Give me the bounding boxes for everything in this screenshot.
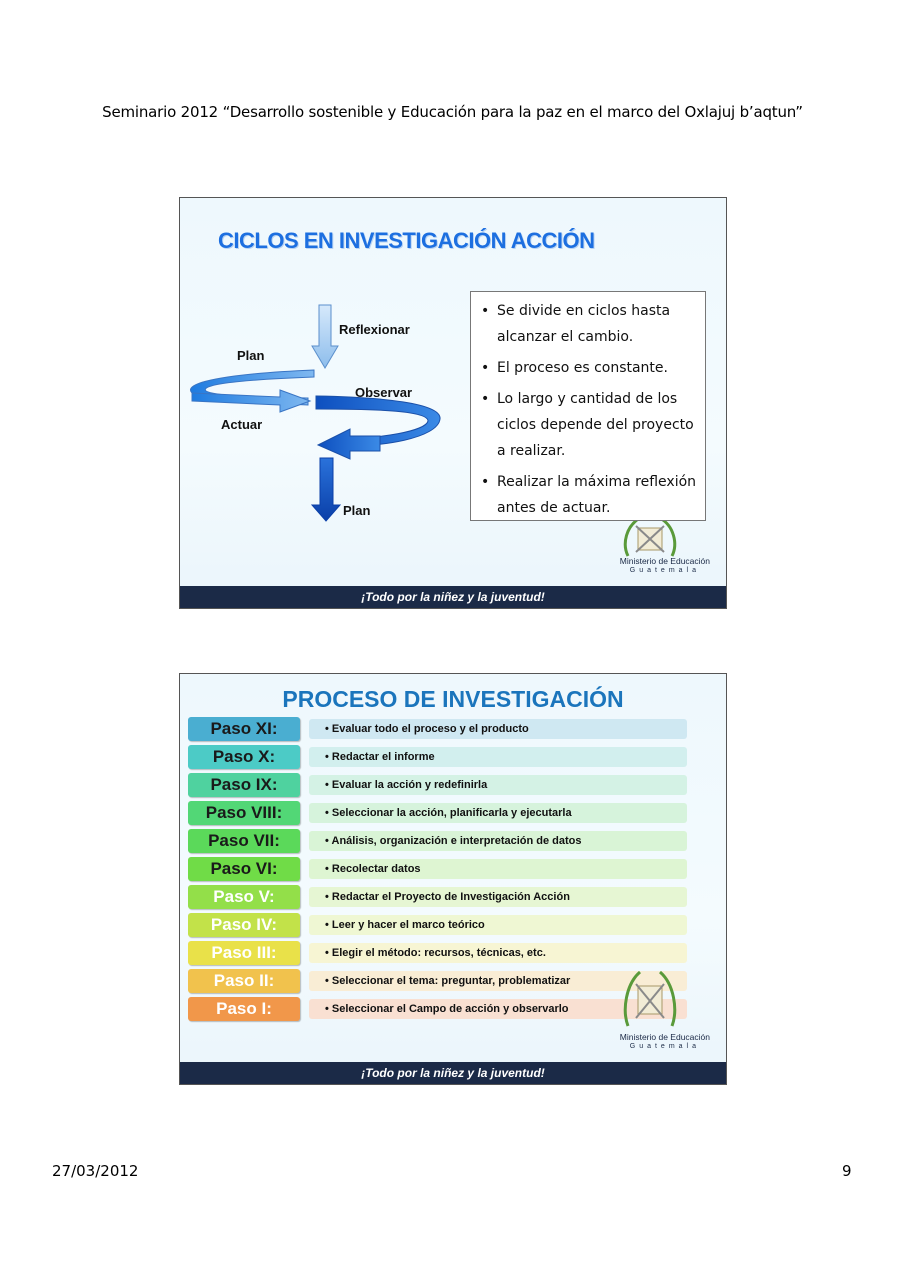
label-actuar: Actuar (221, 417, 263, 432)
step-description: • Seleccionar el Campo de acción y observarlo (309, 999, 687, 1019)
label-plan-top: Plan (237, 348, 265, 363)
step-row (188, 885, 688, 907)
step-label: Paso VII: (188, 829, 300, 853)
cycle-diagram (180, 293, 470, 533)
step-description: • Evaluar todo el proceso y el producto (309, 719, 687, 739)
bullet-box (470, 291, 706, 521)
bullet-item: • Lo largo y cantidad de los ciclos depende del proyecto a realizar. (497, 386, 697, 464)
slide-title: CICLOS EN INVESTIGACIÓN ACCIÓN (218, 228, 595, 253)
step-row (188, 941, 688, 963)
step-label: Paso III: (188, 941, 300, 965)
ministry-logo (620, 556, 710, 576)
slide-proceso (179, 673, 727, 1085)
step-row (188, 773, 688, 795)
step-row (188, 969, 688, 991)
ministry-logo (620, 1032, 710, 1052)
slogan-band: ¡Todo por la niñez y la juventud! (180, 1062, 726, 1084)
step-description: • Redactar el informe (309, 747, 687, 767)
step-row (188, 717, 688, 739)
bullet-item: • Realizar la máxima reflexión antes de actuar. (497, 469, 697, 521)
step-label: Paso IX: (188, 773, 300, 797)
step-label: Paso XI: (188, 717, 300, 741)
guatemala-emblem (620, 516, 680, 558)
step-label: Paso VIII: (188, 801, 300, 825)
ministry-country: Guatemala (629, 1043, 700, 1050)
step-description: • Análisis, organización e interpretación de datos (309, 831, 687, 851)
page-number: 9 (842, 1162, 852, 1180)
step-description: • Evaluar la acción y redefinirla (309, 775, 687, 795)
footer-date: 27/03/2012 (52, 1162, 139, 1180)
label-observar: Observar (355, 385, 413, 400)
ministry-country: Guatemala (629, 567, 700, 574)
page-header: Seminario 2012 “Desarrollo sostenible y Educación para la paz en el marco del Oxlajuj b’aqtun” (102, 103, 803, 121)
step-label: Paso IV: (188, 913, 300, 937)
step-row (188, 829, 688, 851)
slogan-band: ¡Todo por la niñez y la juventud! (180, 586, 726, 608)
step-row (188, 857, 688, 879)
step-label: Paso I: (188, 997, 300, 1021)
label-reflexionar: Reflexionar (339, 322, 410, 337)
step-description: • Seleccionar el tema: preguntar, problematizar (309, 971, 687, 991)
step-description: • Leer y hacer el marco teórico (309, 915, 687, 935)
step-label: Paso VI: (188, 857, 300, 881)
step-description: • Recolectar datos (309, 859, 687, 879)
step-row (188, 745, 688, 767)
step-description: • Redactar el Proyecto de Investigación Acción (309, 887, 687, 907)
step-label: Paso II: (188, 969, 300, 993)
guatemala-emblem (620, 970, 680, 1028)
slide-title: PROCESO DE INVESTIGACIÓN (282, 686, 624, 712)
step-row (188, 913, 688, 935)
ministry-name: Ministerio de Educación (619, 1032, 710, 1042)
label-plan-bottom: Plan (343, 503, 371, 518)
slide-ciclos (179, 197, 727, 609)
step-row (188, 997, 688, 1019)
step-description: • Elegir el método: recursos, técnicas, etc. (309, 943, 687, 963)
step-label: Paso X: (188, 745, 300, 769)
step-description: • Seleccionar la acción, planificarla y ejecutarla (309, 803, 687, 823)
observar-return-arrow (318, 429, 380, 459)
ministry-name: Ministerio de Educación (619, 556, 710, 566)
step-label: Paso V: (188, 885, 300, 909)
bullet-item: • El proceso es constante. (497, 355, 697, 381)
bullet-item: • Se divide en ciclos hasta alcanzar el cambio. (497, 298, 697, 350)
reflexionar-arrow (312, 305, 338, 368)
plan-down-arrow (312, 458, 340, 521)
step-row (188, 801, 688, 823)
